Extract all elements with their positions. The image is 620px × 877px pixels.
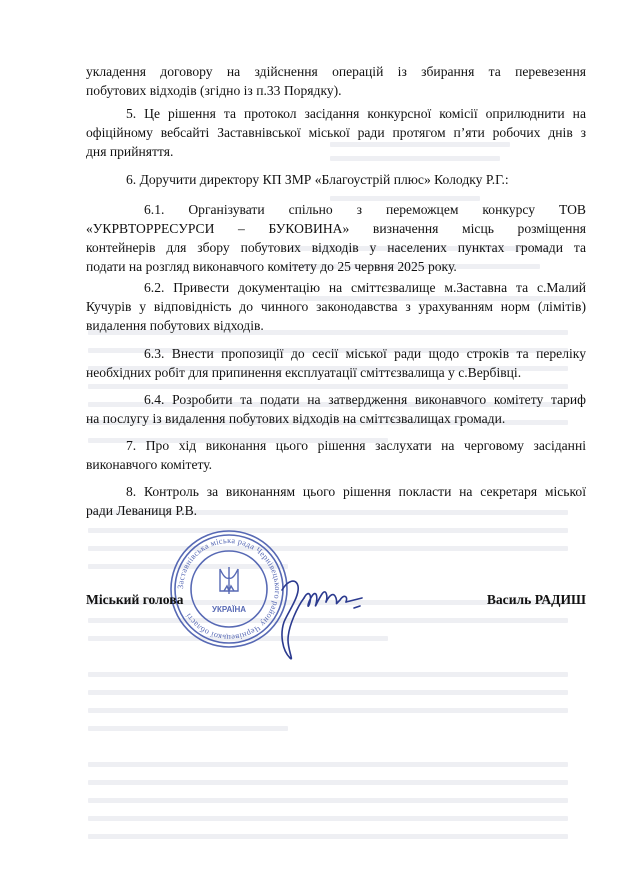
seal-inner-text: УКРАЇНА [211, 605, 247, 614]
paragraph-item-6-3: 6.3. Внести пропозиції до сесії міської ради щодо строків та переліку необхідних робіт для припинення експлуатації сміттєзвалища у с.Вербівці. [86, 346, 586, 380]
paragraph-item-7: 7. Про хід виконання цього рішення заслухати на черговому засіданні виконавчого комітету. [86, 438, 586, 472]
paragraph-item-6-2: 6.2. Привести документацію на сміттєзвалище м.Заставна та с.Малий Кучурів у відповідність до чинного законодавства з урахуванням норм (лімітів) видалення побутових відходів. [86, 280, 586, 333]
paragraph-item-6: 6. Доручити директору КП ЗМР «Благоустрій плюс» Колодку Р.Г.: [126, 172, 509, 187]
paragraph-item-6-4: 6.4. Розробити та подати на затвердження виконавчого комітету тариф на послугу із видалення побутових відходів на сміттєзвалищах громади. [86, 392, 586, 426]
handwritten-signature [258, 560, 378, 666]
paragraph-continuation: укладення договору на здійснення операцій із збирання та перевезення побутових відходів (згідно із п.33 Порядку). [86, 64, 586, 98]
signatory-name: Василь РАДИШ [486, 592, 586, 607]
trident-emblem [220, 567, 238, 594]
paragraph-item-8: 8. Контроль за виконанням цього рішення покласти на секретаря міської ради Леваниця Р.В. [86, 484, 586, 518]
signatory-position: Міський голова [86, 592, 184, 607]
seal-outer-text: Заставнівська міська рада Чернівецького району Чернівецької області [175, 535, 283, 643]
paragraph-item-5: 5. Це рішення та протокол засідання конкурсної комісії оприлюднити на офіційному вебсайті Заставнівської міської ради протягом п’яти робочих днів з дня прийняття. [86, 106, 586, 159]
paragraph-item-6-1: 6.1. Організувати спільно з переможцем конкурсу ТОВ «УКРВТОРРЕСУРСИ – БУКОВИНА» визначення місць розміщення контейнерів для збору побутових відходів у населених пунктах громади та подати на розгляд виконавчого комітету до 25 червня 2025 року. [86, 202, 586, 274]
